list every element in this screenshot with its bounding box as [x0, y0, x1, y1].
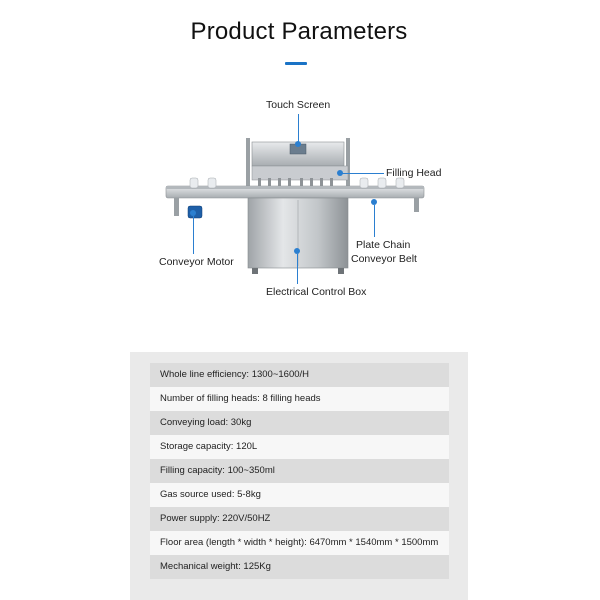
parameter-row: Conveying load: 30kg: [150, 411, 449, 435]
conveyor-support-left: [174, 198, 179, 216]
leader-filling-head: [342, 173, 384, 174]
callout-filling-head: Filling Head: [386, 167, 442, 179]
parameters-table: [150, 363, 449, 579]
leader-touch-screen: [298, 114, 299, 142]
frame-post-left: [246, 138, 250, 190]
parameter-row: Whole line efficiency: 1300~1600/H: [150, 363, 449, 387]
parameter-row: Gas source used: 5-8kg: [150, 483, 449, 507]
cabinet-feet: [252, 268, 344, 274]
conveyor-support-right: [414, 198, 419, 212]
callout-plate-chain-line1: Plate Chain: [356, 239, 411, 251]
callout-electrical-control-box: Electrical Control Box: [266, 286, 367, 298]
callout-conveyor-motor: Conveyor Motor: [159, 256, 234, 268]
leader-control-box: [297, 254, 298, 284]
page-title: Product Parameters: [190, 18, 408, 45]
parameter-row: Floor area (length * width * height): 6470mm * 1540mm * 1500mm: [150, 531, 449, 555]
leader-conveyor-motor: [193, 216, 194, 254]
parameter-row: Mechanical weight: 125Kg: [150, 555, 449, 579]
marker-touch-screen: [295, 141, 301, 147]
title-underline: [285, 62, 307, 65]
parameter-row: Number of filling heads: 8 filling heads: [150, 387, 449, 411]
frame-post-right: [346, 138, 350, 190]
marker-filling-head: [337, 170, 343, 176]
nozzle-bar: [252, 166, 348, 180]
callout-plate-chain-line2: Conveyor Belt: [351, 253, 417, 265]
parameter-row: Power supply: 220V/50HZ: [150, 507, 449, 531]
leader-plate-chain: [374, 205, 375, 237]
parameter-row: Storage capacity: 120L: [150, 435, 449, 459]
parameter-row: Filling capacity: 100~350ml: [150, 459, 449, 483]
callout-touch-screen: Touch Screen: [266, 99, 331, 111]
